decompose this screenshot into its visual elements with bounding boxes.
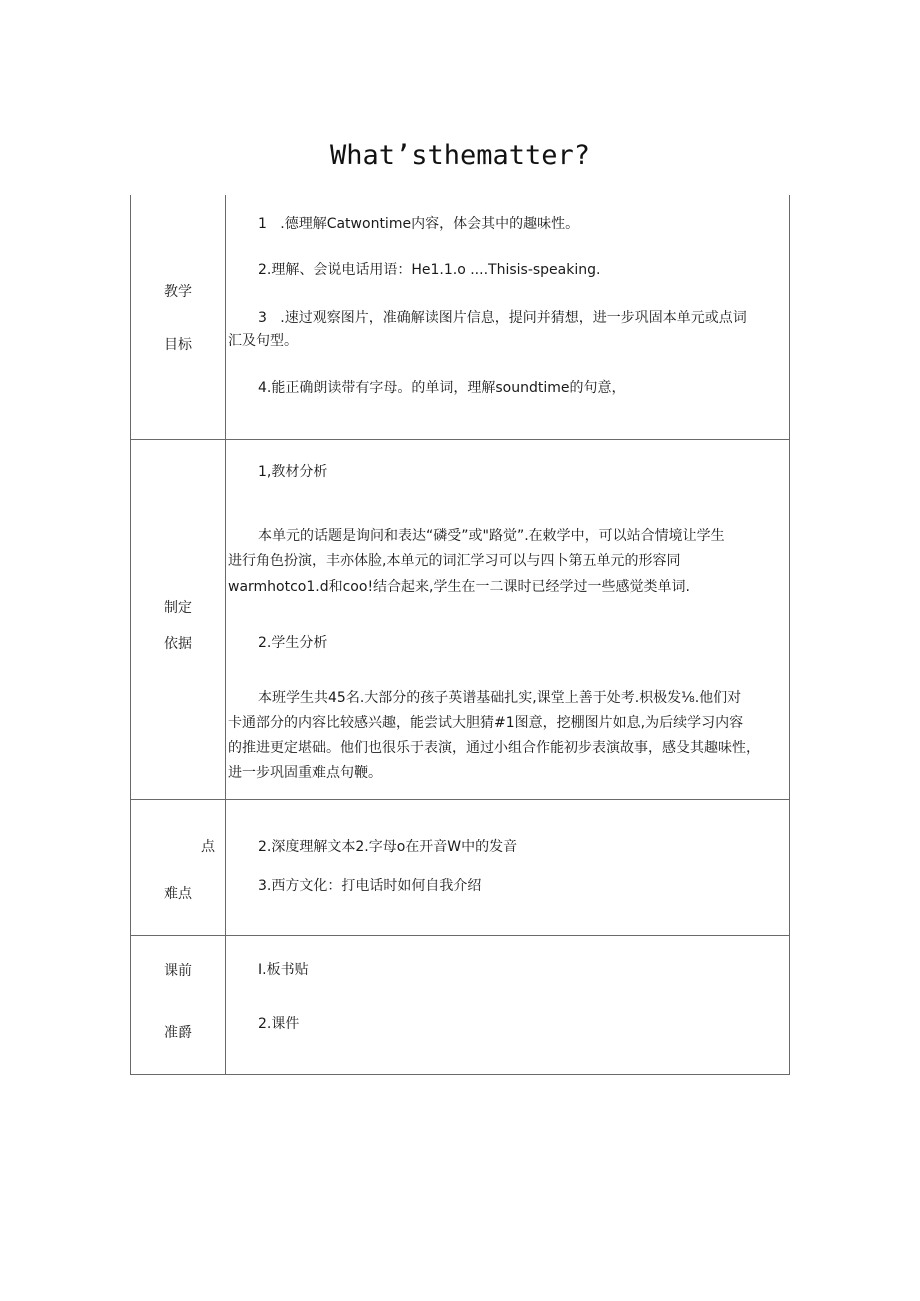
objective-item-1: 1 .德理解Catwontime内容，体会其中的趣味性。 bbox=[258, 216, 580, 232]
preparation-item-1: I.板书贴 bbox=[258, 962, 309, 978]
difficulty-label-line2: 难点 bbox=[164, 886, 192, 902]
preparation-item-2: 2.课件 bbox=[258, 1016, 300, 1032]
objectives-label-line2: 目标 bbox=[164, 337, 192, 353]
difficulty-item-2: 3.西方文化：打电话时如何自我介绍 bbox=[258, 878, 482, 894]
basis-students-line-3: 的推进更定堪础。他们也很乐于表演，通过小组合作能初步表演故事，感殳其趣味性， bbox=[228, 740, 760, 756]
row-content-difficulty bbox=[226, 800, 790, 936]
basis-heading-material: 1,教材分析 bbox=[258, 464, 328, 480]
basis-students-line-4: 进一步巩固重难点句鞭。 bbox=[228, 765, 382, 781]
basis-material-line-1: 本单元的话题是询问和表达“磷受”或"路觉”.在敕学中，可以站合情境让学生 bbox=[258, 528, 725, 544]
basis-material-line-3: warmhotco1.d和coo!结合起来,学生在一二课时已经学过一些感觉类单词. bbox=[228, 579, 690, 595]
table-row-basis bbox=[131, 440, 790, 800]
row-label-preparation bbox=[131, 936, 226, 1075]
document-title: What’sthematter? bbox=[329, 140, 591, 171]
row-content-basis bbox=[226, 440, 790, 800]
basis-label-line1: 制定 bbox=[164, 600, 192, 616]
difficulty-item-1: 2.深度理解文本2.字母o在开音W中的发音 bbox=[258, 839, 518, 855]
basis-students-line-1: 本班学生共45名.大部分的孩子英谱基础扎实,课堂上善于处考.枳极发⅛.他们对 bbox=[258, 690, 742, 706]
row-label-difficulty bbox=[131, 800, 226, 936]
objective-item-4: 4.能正确朗读带有字母。的单词，理解soundtime的句意， bbox=[258, 380, 626, 396]
difficulty-label-line1: 点 bbox=[201, 839, 215, 855]
row-content-preparation bbox=[226, 936, 790, 1075]
objective-item-3: 3 .速过观察图片，准确解读图片信息，提问并猜想，进一步巩固本单元或点词 bbox=[258, 310, 747, 326]
table-row-objectives bbox=[131, 195, 790, 440]
basis-label-line2: 依据 bbox=[164, 636, 192, 652]
basis-students-line-2: 卡通部分的内容比较感兴趣，能尝试大胆猜#1图意，挖棚图片如息,为后续学习内容 bbox=[228, 715, 744, 731]
objective-item-3-cont: 汇及句型。 bbox=[228, 333, 298, 349]
preparation-label-line1: 课前 bbox=[164, 963, 192, 979]
objectives-label-line1: 教学 bbox=[164, 284, 192, 300]
table-row-preparation bbox=[131, 936, 790, 1075]
basis-material-line-2: 进行角色扮演，丰亦体脸,本单元的词汇学习可以与四卜第五单元的形容同 bbox=[228, 553, 681, 569]
lesson-plan-table bbox=[130, 195, 790, 1075]
objective-item-2: 2.理解、会说电话用语：He1.1.o ....Thisis-speaking. bbox=[258, 262, 601, 278]
row-label-objectives bbox=[131, 195, 226, 440]
preparation-label-line2: 准爵 bbox=[164, 1025, 192, 1041]
table-row-difficulty bbox=[131, 800, 790, 936]
row-label-basis bbox=[131, 440, 226, 800]
basis-heading-students: 2.学生分析 bbox=[258, 635, 328, 651]
row-content-objectives bbox=[226, 195, 790, 440]
